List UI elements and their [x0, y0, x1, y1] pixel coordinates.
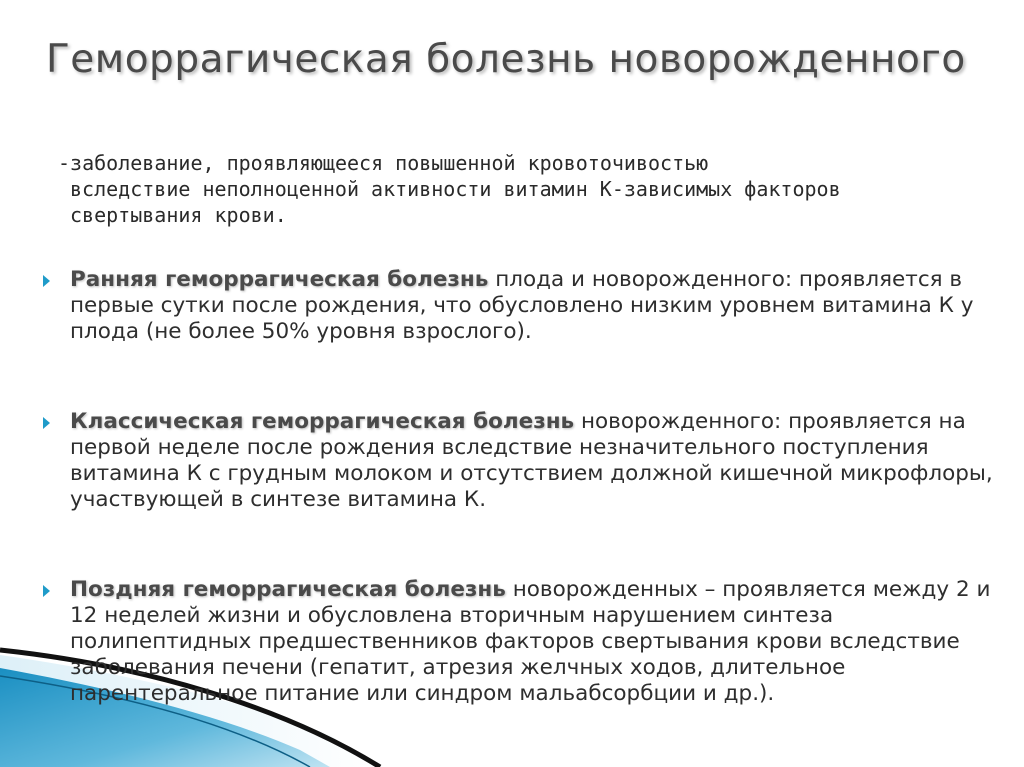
- bullet-heading: Классическая геморрагическая болезнь: [70, 409, 575, 434]
- bullet-text: новорожденных – проявляется между 2 и 12 неделей жизни и обусловлена вторичным нарушением синтеза полипептидных предшественников факторов свертывания крови вследствие заболевания печени (гепатит, атрезия желчных ходов, длительное парентеральное питание или синдром мальабсорбции и др.).: [70, 577, 991, 706]
- slide-title: Геморрагическая болезнь новорожденного: [46, 37, 966, 82]
- bullet-early: [70, 267, 1000, 345]
- intro-line-1: -заболевание, проявляющееся повышенной кровоточивостью: [58, 151, 709, 175]
- bullet-arrow-icon: [43, 417, 50, 429]
- bullet-classic: [70, 409, 1000, 513]
- bullet-arrow-icon: [43, 275, 50, 287]
- intro-line-2: вследствие неполноценной активности витамин К-зависимых факторов свертывания крови.: [70, 177, 841, 227]
- bullet-late: [70, 577, 1000, 707]
- intro-definition: [58, 150, 958, 228]
- bullet-text: плода и новорожденного: проявляется в первые сутки после рождения, что обусловлено низким уровнем витамина К у плода (не более 50% уровня взрослого).: [70, 267, 974, 344]
- bullet-heading: Ранняя геморрагическая болезнь: [70, 267, 489, 292]
- bullet-heading: Поздняя геморрагическая болезнь: [70, 577, 506, 602]
- bullet-text: новорожденного: проявляется на первой неделе после рождения вследствие незначительного поступления витамина К с грудным молоком и отсутствием должной кишечной микрофлоры, участвующей в синтезе витамина К.: [70, 409, 993, 512]
- bullet-arrow-icon: [43, 585, 50, 597]
